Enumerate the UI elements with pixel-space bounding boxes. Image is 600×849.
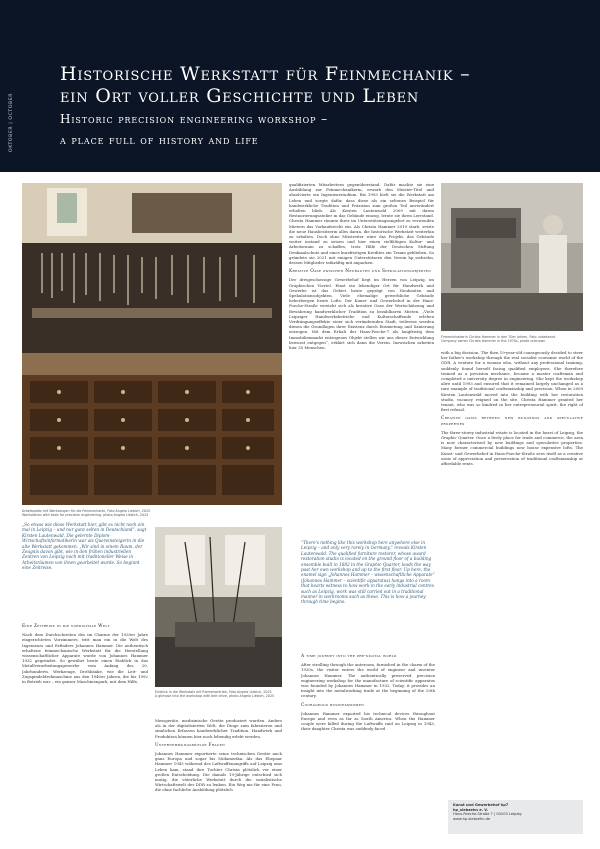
photo-workshop-wall [22, 183, 282, 505]
photo-christa-hammer [441, 183, 583, 331]
heading-de-3: Kreative Oase zwischen Neubauten und Spekulationsobjekten [289, 269, 432, 275]
caption-workshop: Arbeitsplatz mit Werkzeugen für die Feinmechanik, Foto Angela Liebich, 2025 Workstation with tools for precision engineering, photo Angela Liebich, 2025 [22, 509, 151, 518]
text-column-1: Eine Zeitreise in die vordigitale Welt Nach dem Durchschreiten des im Charme der 1930er Jahre eingerichteten Vorzimmers, tritt man ein in die Welt des Ingenieurs und Erfinders Johannes Hammer. Die authentisch erhaltene feinmechanische Werkstatt für die Herstellung wissenschaftlicher Apparate wurde von Johannes Hammer 1932 gegründet. So gewährt heute einen Einblick in das Metallverarbeitungsgewerbe vom Anfang des 20. Jahrhunderts. Werkzeuge, Drehbänke, wie die Leit- und Zugspindeldrehmaschine aus den 1940er Jahren, die bis 1992 in Betrieb war – ein ganzer Maschinenpark, mit dem Hilfe, [22, 624, 148, 685]
text-column-3: qualifizierten Mitarbeitern gegenüberstand. Dafür machte sie eine Ausbildung zur Feinmechanikerin, erwarb den Meister-Titel und absolvierte ein Ingenieurstudium. Bis 1993 hielt sie die Werkstatt am Leben und sorgte dafür, dass diese als ein seltenes Beispiel für handwerkliche Tradition und Präzision zum großen Teil unverändert erhalten blieb. Als Kirsten Lautenwald 2009 mit ihrem Restaurierungsatelier in das Gebäude einzog, lernte sie ihren Lerrstand. Christa Hammer räumte ihrer im Unterstützungsangebot zu verwenden Mietern das Vorkaufsrecht ein. Als Christa Hammer 2019 starb, setzte die neue Hausbesitzerin alles daran, die historische Werkstatt weiterhin zu erhalten. Doch ohne Mitstreiter wäre das Projekt, das Gebäude weiter instand zu setzen und hier einen vielfältigen Kultur- und Arbeitsraum zu schaffen, trotz Hilfe der Deutschen Stiftung Denkmalschutz und eines kurzfristigen Kredites ein Traum geblieben. So gründete sie 2021 mit einigen Unterstützern den Verein hp_siebzehn, dessen Mitglieder tatkräftig mit anpacken. Kreative Oase zwischen Neubauten und Spekulationsobjekten Der dreigeschossige Gewerbehof liegt im Herzen von Leipzig, im Graphischen Viertel. Einst ein lebendiger Ort für Handwerk und Gewerbe ist das Gebiet heute geprägt von Neubauten und Spekulationsobjekten. Viele ehemalige gewerbliche Gebäude beherbergen heute Lofts. Der Kunst- und Gewerbehof in der Hans-Poeche-Straße versteht sich als kreative Oase der Wertschätzung und Bewahrung handwerklicher Tradition zu bezahlbaren Mieten. „Viele Leipziger Handwerksbetriebe und Kulturschaffende erleben Verdrängungseffekte einer sich verändernden Stadt, teilweise werden diesen die Grundlagen ihrer Existenz durch Entmietung und Sanierung entzogen. Mit dem Erhalt der Hans-Poeche-7 als langfristig dem Immobilienmarkt entzogenes Objekt stellen wir uns dieser Entwicklung bewusst entgegen“, erklärt sich dann die Verein. Inzwischen arbeiten hier 35 Menschen. [289, 182, 434, 351]
heading-de-2: Unternehmungsmutige Frauen [155, 742, 226, 748]
caption-portrait: Firmeninhaberin Christa Hammer in den 70er Jahren, Foto unbekannt Company owner Christa Hammer in the 1970s, photo unknown [441, 335, 556, 344]
photo-belt-drive [155, 527, 282, 687]
heading-de-1: Eine Zeitreise in die vordigitale Welt [22, 624, 110, 629]
side-label: OKTOBER | OCTOBER [9, 92, 14, 152]
caption-belt-drive: Einblick in die Werkstatt mit Riemenantrieb, Foto Angela Liebich, 2025 A glimpse into the workshop with belt drive, photo Angela Liebich, 2025 [155, 690, 275, 699]
text-column-5: A time journey into the pre-digital world After strolling through the anteroom, furnished in the charm of the 1930s, the visitor enters the world of engineer and inventor Johannes Hammer. The authentically preserved precision engineering workshop for the manufacture of scientific apparatus was founded by Johannes Hammer in 1932. Today, it provides an insight into the metalworking trade at the beginning of the 20th century. Courageous businesswomen Johannes Hammer exported his technical devices throughout Europe and even as far as South America. When the Hammer couple were killed during the Luftwaffe raid on Leipzig in 1943, their daughter Christa was suddenly faced [301, 654, 435, 732]
header-banner [0, 0, 600, 172]
quote-english: “There's nothing like this workshop here anywhere else in Leipzig – and only very rarely in Germany,” reveals Kirsten Lautenwald. The qualified furniture restorer, whose award restoration studio is located on the ground floor of a building ensemble built in 1882 in the Graphic Quarter, leads the way past her own workshop and up to the first floor. Up here, the enamel sign „Johannes Hammer – wissenschaftliche Apparate“ (Johannes Hammer – scientific apparatus) hangs into a room that hearts witness to how work in the early industrial centres such as Leipzig, work was still carried out in a traditional manner in workrooms such as these. This is how a journey through time begins. [301, 540, 435, 605]
text-column-4: with a big decision. The then 19-year-old courageously decided to steer her father's workshop through the real socialist economic world of the GDR. A venture for a woman who, without any professional training, suddenly found herself facing qualified employees. She therefore trained as a precision mechanic, became a master craftsman and completed a university degree in engineering. She kept the workshop alive until 1993 and ensured that it remained largely unchanged as a rare example of traditional craftsmanship and precision. When in 2009 Kirsten Lautenwald moved into the building with her restoration studio, vacancy reigned on the site. Christa Hammer granted her tenant, who was so kindred in her entrepreneurial spirit, the right of first refusal. Creative oasis between new buildings and speculative properties The three-storey industrial estate is located in the heart of Leipzig, the Graphic Quarter. Once a lively place for trade and commerce, the area is now characterised by new buildings and speculative properties. Many former commercial buildings now house expensive lofts. The Kunst- und Gewerbehof in Hans-Poeche-Straße sees itself as a creative oasis of appreciation and preservation of traditional craftsmanship at affordable rents. [441, 350, 583, 467]
heading-en-1: A time journey into the pre-digital world [301, 654, 397, 659]
text-column-2: Messgeräte, medizinische Geräte produziert wurden. Anders als in der digitalisierten Welt, die Dinge zum fabrizieren und sinnlichen Erfassen handwerklicher Tradition. Handwerk und Produktion können hier noch lebendig erlebt werden. Unternehmungsmutige Frauen Johannes Hammer exportierte seine technischen Geräte nach ganz Europa und sogar bis Südamerika. Als das Ehepaar Hammer 1943 während des Luftwaffenangriffs auf Leipzig ums Leben kam, stand ihre Tochter Christa plötzlich vor einer großen Entscheidung. Die damals 19-Jährige entschied sich mutig, die väterliche Werkstatt durch die sozialistische Wirtschaftswelt der DDR zu lenken. Ein Weg nie für eine Frau, die ohne fachliche Ausbildung plötzlich [155, 718, 282, 793]
quote-german: „So etwas wie diese Werkstatt hier, gibt es nicht noch ein mal in Leipzig – und nur ganz selten in Deutschland“, sagt Kirsten Lautenwald. Die gelernte Diplom-Wirtschaftsinformatikerin war als Quereinsteigerin in die alte Werkstatt gekommen. „Wir sind in einem Raum, der Zeugnis davon gibt, wie in den frühen industriellen Zentren von Leipzig noch mit traditioneller Weise in Arbeitsräumen von ihnen gearbeitet wurde. So beginnt eine Zeitreise. [22, 522, 147, 571]
heading-en-2: Courageous businesswomen [301, 702, 365, 708]
website-link[interactable]: www.hp-siebzehn.de [453, 816, 491, 821]
title-english: Historic precision engineering workshop – a place full of history and life [60, 112, 329, 147]
title-german: Historische Werkstatt für Feinmechanik – ein Ort voller Geschichte und Leben [60, 63, 471, 107]
heading-en-3: Creative oasis between new buildings and speculative properties [441, 416, 583, 427]
credit-box: Kunst und Gewerbehof hp7 hp_siebzehn e. V. Hans-Poeche-Straße 7 | 04103 Leipzig www.hp-siebzehn.de [448, 800, 583, 834]
